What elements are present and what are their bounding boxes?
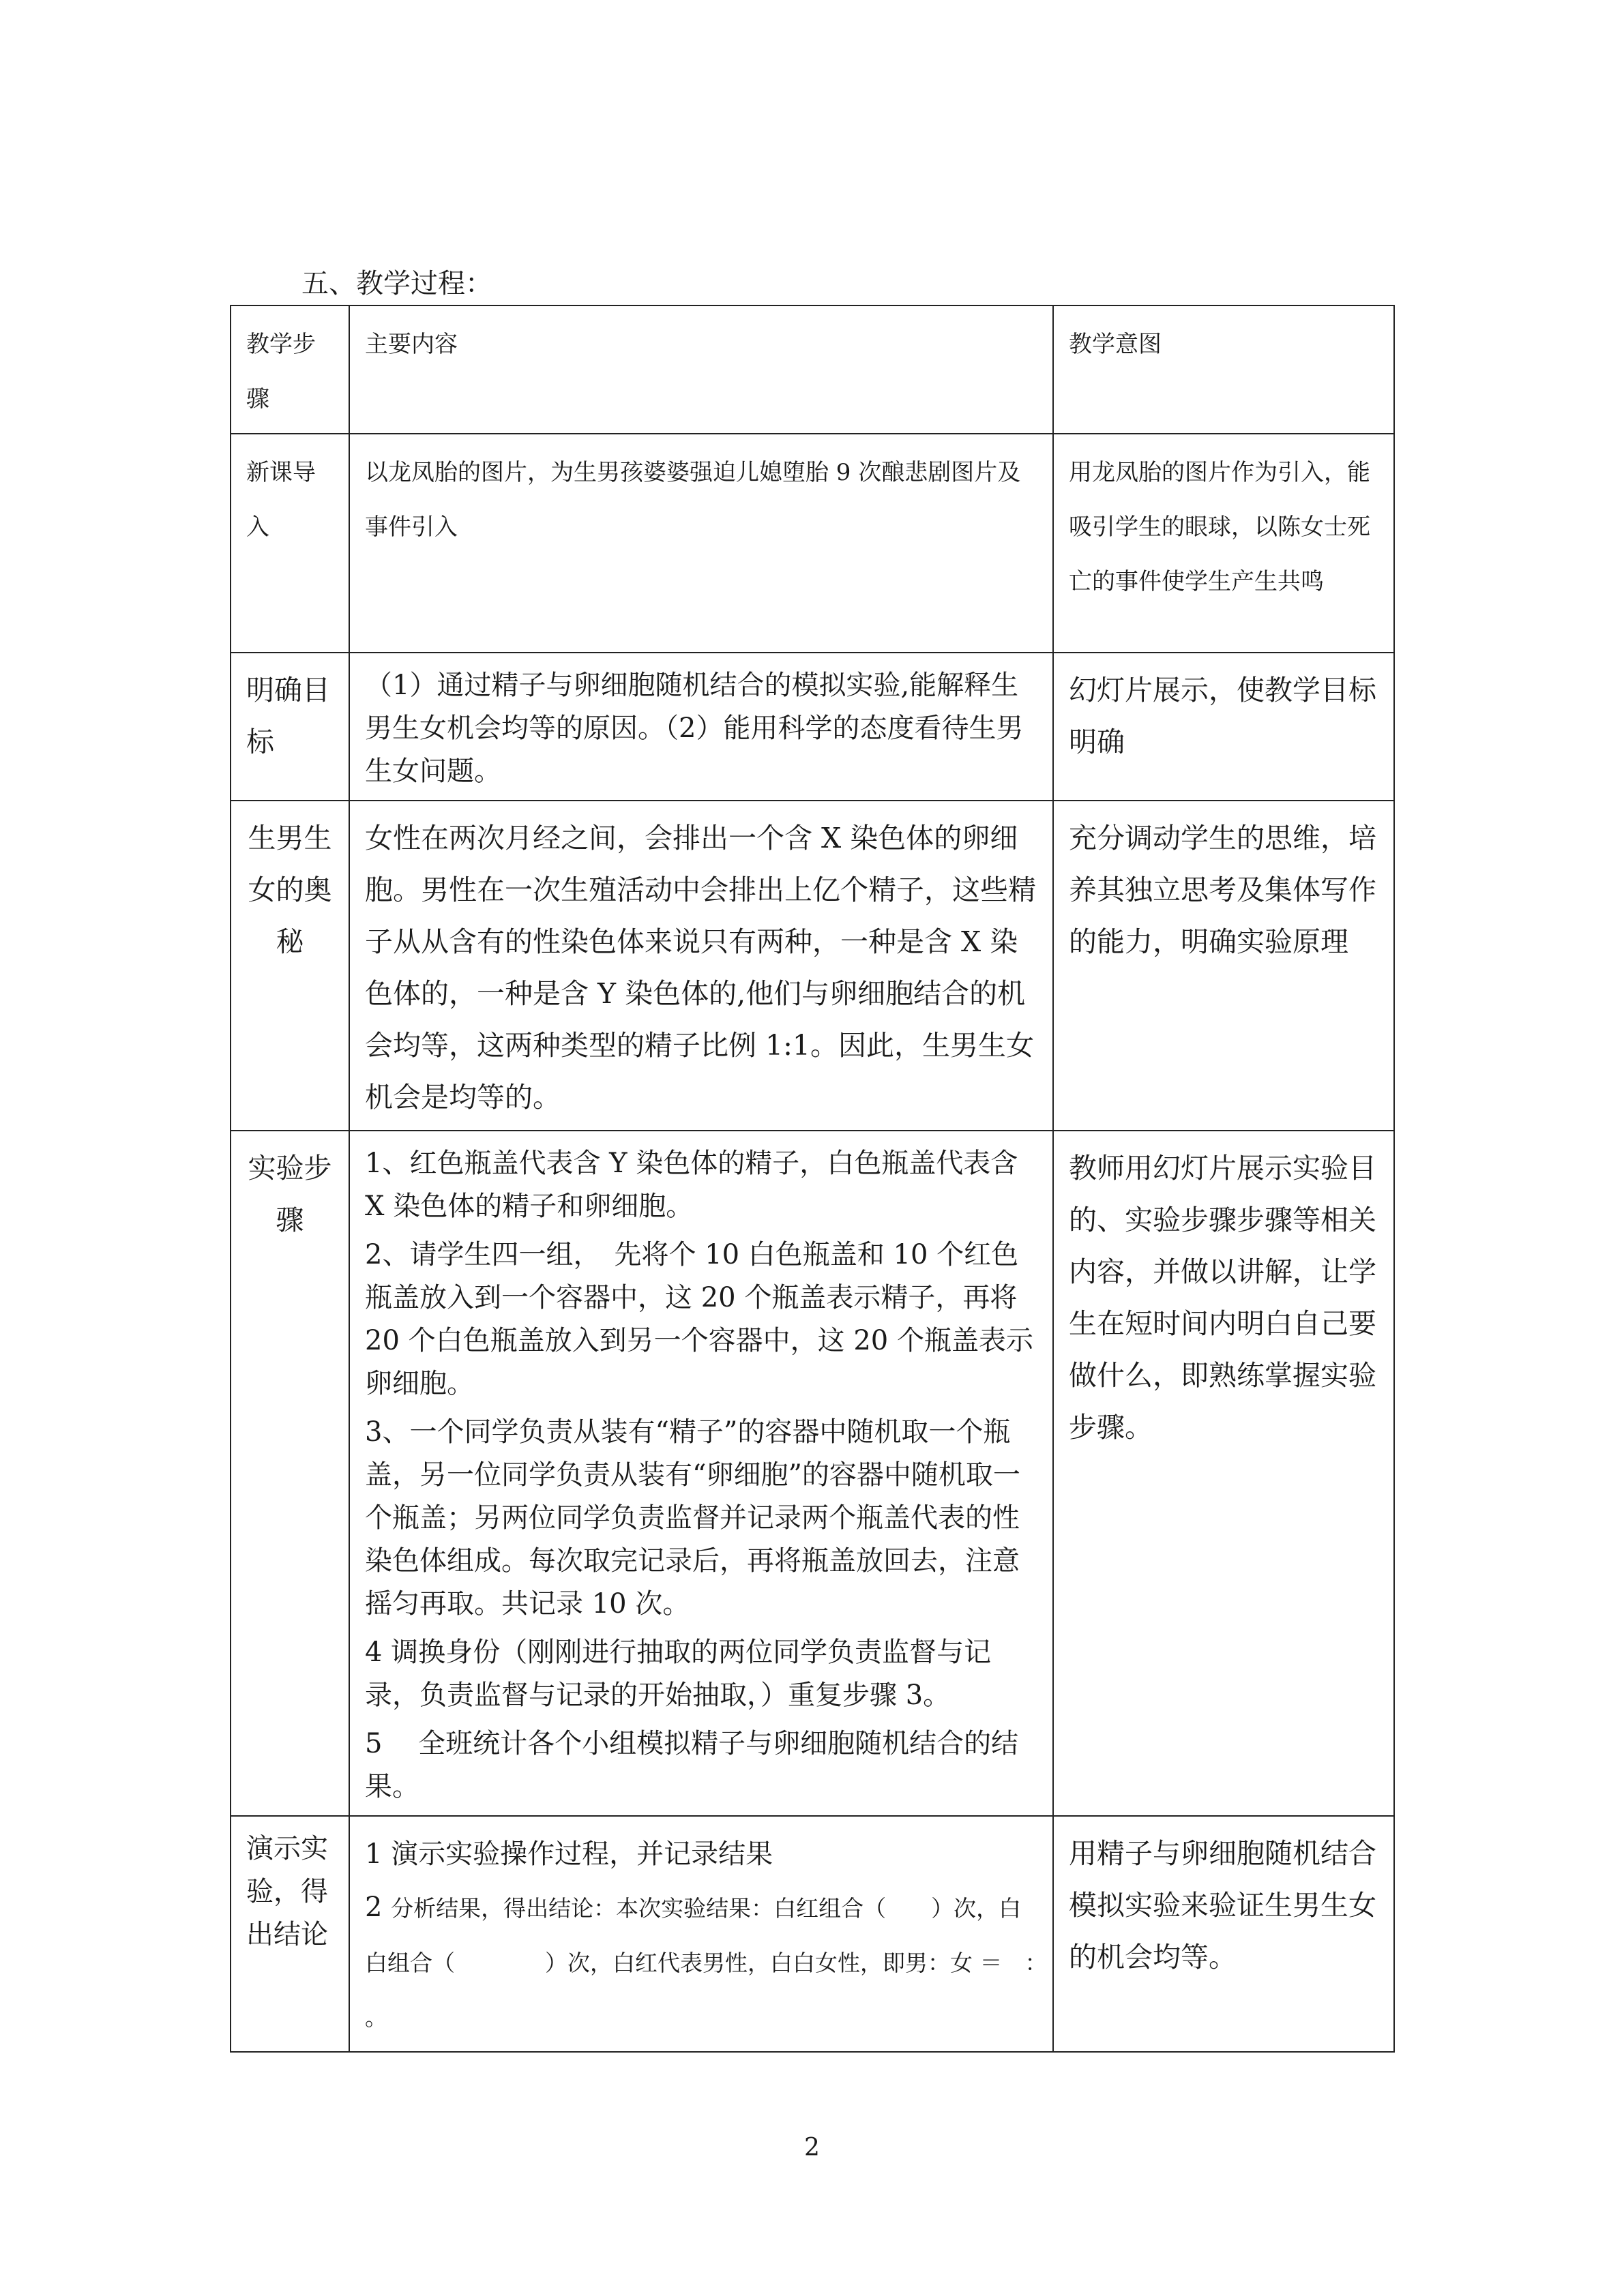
row-step: 新课导入 bbox=[231, 434, 349, 653]
teaching-process-table bbox=[230, 305, 1395, 2053]
table-row-experiment-steps bbox=[231, 1131, 1394, 1816]
row-intent: 幻灯片展示，使教学目标明确 bbox=[1053, 653, 1394, 801]
row-content: 以龙凤胎的图片，为生男孩婆婆强迫儿媳堕胎 9 次酿悲剧图片及事件引入 bbox=[349, 434, 1053, 653]
row-content: 女性在两次月经之间，会排出一个含 X 染色体的卵细胞。男性在一次生殖活动中会排出上亿个精子，这些精子从从含有的性染色体来说只有两种，一种是含 X 染色体的，一种是含 Y 染色体的,他们与卵细胞结合的机会均等，这两种类型的精子比例 1:1。因此，生男生女机会是均等的。 bbox=[349, 801, 1053, 1131]
row-content: （1）通过精子与卵细胞随机结合的模拟实验,能解释生男生女机会均等的原因。（2）能用科学的态度看待生男生女问题。 bbox=[349, 653, 1053, 801]
row-step: 明确目标 bbox=[231, 653, 349, 801]
row-step: 演示实验，得出结论 bbox=[231, 1816, 349, 2052]
demo-line: 1 演示实验操作过程，并记录结果 bbox=[365, 1838, 773, 1870]
header-intent: 教学意图 bbox=[1053, 305, 1394, 434]
row-step: 实验步骤 bbox=[231, 1131, 349, 1816]
table-row-objectives bbox=[231, 653, 1394, 801]
page-number: 2 bbox=[804, 2134, 820, 2162]
row-intent: 用精子与卵细胞随机结合模拟实验来验证生男生女的机会均等。 bbox=[1053, 1816, 1394, 2052]
row-content bbox=[349, 1131, 1053, 1816]
row-step: 生男生女的奥秘 bbox=[231, 801, 349, 1131]
step-paragraph: 4 调换身份（刚刚进行抽取的两位同学负责监督与记录，负责监督与记录的开始抽取，）重复步骤 3。 bbox=[365, 1637, 992, 1711]
section-heading: 五、教学过程： bbox=[301, 268, 492, 299]
step-paragraph: 1、红色瓶盖代表含 Y 染色体的精子，白色瓶盖代表含 X 染色体的精子和卵细胞。 bbox=[365, 1148, 1018, 1222]
header-step: 教学步骤 bbox=[231, 305, 349, 434]
step-paragraph: 2、请学生四一组， 先将个 10 白色瓶盖和 10 个红色瓶盖放入到一个容器中，这 20 个瓶盖表示精子，再将 20 个白色瓶盖放入到另一个容器中，这 20 个瓶盖表示卵细胞。 bbox=[365, 1239, 1033, 1399]
table-header-row bbox=[231, 305, 1394, 434]
analysis-line bbox=[365, 1881, 1081, 2044]
analysis-text: 分析结果，得出结论：本次实验结果：白红组合（ ）次，白白组合（ ）次，白红代表男性，白白女性，即男：女 ＝ ： 。 bbox=[365, 1895, 1081, 2031]
table-row-mystery bbox=[231, 801, 1394, 1131]
table-row-demonstration bbox=[231, 1816, 1394, 2052]
step-paragraph: 3、一个同学负责从装有“精子”的容器中随机取一个瓶盖，另一位同学负责从装有“卵细胞”的容器中随机取一个瓶盖；另两位同学负责监督并记录两个瓶盖代表的性染色体组成。每次取完记录后，再将瓶盖放回去，注意摇匀再取。共记录 10 次。 bbox=[365, 1416, 1020, 1620]
row-intent: 充分调动学生的思维，培养其独立思考及集体写作的能力，明确实验原理 bbox=[1053, 801, 1394, 1131]
row-intent: 用龙凤胎的图片作为引入，能吸引学生的眼球，以陈女士死亡的事件使学生产生共鸣 bbox=[1053, 434, 1394, 653]
table-row-intro bbox=[231, 434, 1394, 653]
row-content bbox=[349, 1816, 1081, 2052]
step-paragraph: 5 全班统计各个小组模拟精子与卵细胞随机结合的结果。 bbox=[365, 1728, 1019, 1802]
row-intent: 教师用幻灯片展示实验目的、实验步骤步骤等相关内容，并做以讲解，让学生在短时间内明白自己要做什么，即熟练掌握实验步骤。 bbox=[1053, 1131, 1394, 1816]
header-content: 主要内容 bbox=[349, 305, 1053, 434]
analysis-number: 2 bbox=[365, 1892, 383, 1923]
